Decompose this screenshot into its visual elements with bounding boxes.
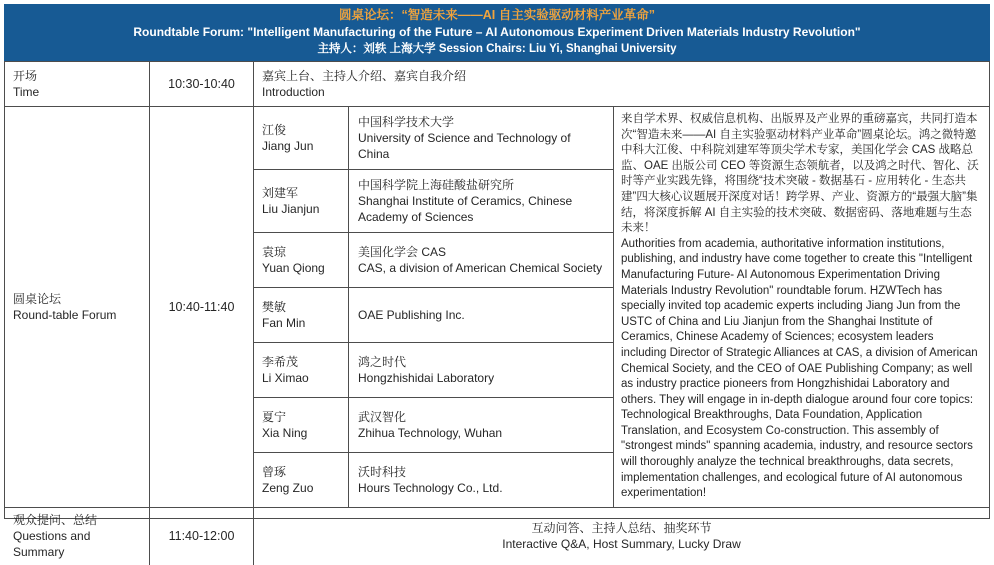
speaker-name-en: Liu Jianjun: [262, 202, 320, 216]
speaker-org-en: Shanghai Institute of Ceramics, Chinese Academy of Sciences: [358, 194, 573, 224]
speaker-name-cell: [254, 453, 348, 507]
header-banner: [4, 4, 990, 61]
qa-label-cn: 观众提问、总结: [13, 513, 98, 528]
speaker-org-en: CAS, a division of American Chemical Society: [358, 260, 603, 275]
speaker-name-cn: 夏宁: [262, 409, 287, 424]
opening-label-cn: 开场: [13, 69, 38, 83]
speaker-name-cn: 曾琢: [262, 464, 287, 479]
speaker-org-cn: 中国科学院上海硅酸盐研究所: [358, 178, 515, 192]
speaker-row: [254, 287, 613, 342]
speaker-row: [254, 397, 613, 452]
speaker-name-en: Xia Ning: [262, 425, 308, 440]
speaker-name-cell: [254, 398, 348, 452]
opening-time-cell: 10:30-10:40: [149, 62, 253, 106]
speaker-name-en: Zeng Zuo: [262, 480, 314, 495]
forum-description-en: Authorities from academia, authoritative information institutions, publishing, and industry have come together to create this "Intelligent Manufacturing Future- AI Autonomous Experimentation Driving Materials Industry Revolution" roundtable forum. HZWTech has specially invited top academic experts including Jiang Jun from the USTC of China and Liu Jianjun from the Shanghai Institute of Ceramics, Chinese Academy of Sciences; ecosystem leaders including Director of Strategic Alliances at CAS, a division of American Chemical Society, and the CEO of OAE Publishing Company; as well as industry practice pioneers from Hongzhishidai Laboratory and others. They will engage in in-depth dialogue around four core topics: Technological Breakthroughs, Data Foundation, Application Translation, and Ecosystem Co-construction. This assembly of "strongest minds" spanning academia, industry, and resource sectors will thoroughly analyze the technical breakthroughs, data secrets, implementation challenges, and ecological future of AI autonomous experimentation!: [621, 237, 978, 500]
qa-content-cn: 互动问答、主持人总结、抽奖环节: [531, 521, 712, 536]
speaker-row: [254, 452, 613, 507]
speaker-name-cell: [254, 107, 348, 169]
speaker-name-cell: [254, 170, 348, 232]
qa-label-en: Questions and Summary: [13, 529, 91, 560]
speaker-name-cn: 袁琼: [262, 244, 287, 259]
table-row-forum: [5, 106, 989, 507]
speaker-name-cell: [254, 233, 348, 287]
speaker-name-en: Yuan Qiong: [262, 260, 325, 275]
speaker-name-en: Fan Min: [262, 315, 306, 330]
speaker-name-cell: [254, 288, 348, 342]
speaker-org-en: Zhihua Technology, Wuhan: [358, 425, 503, 440]
speaker-name-cn: 樊敏: [262, 299, 287, 314]
speaker-org-cell: [348, 233, 613, 287]
forum-label-en: Round-table Forum: [13, 307, 117, 322]
opening-label-en: Time: [13, 85, 40, 99]
table-row-qa: [5, 507, 989, 565]
speaker-org-cell: [348, 453, 613, 507]
speaker-name-cell: [254, 343, 348, 397]
opening-content-cell: [253, 62, 989, 106]
speaker-org-cell: [348, 170, 613, 232]
forum-label-cell: [5, 107, 149, 507]
forum-title-cn: 圆桌论坛：“智造未来——AI 自主实验驱动材料产业革命”: [339, 8, 655, 22]
table-row-opening: [5, 61, 989, 106]
speaker-org-en: OAE Publishing Inc.: [358, 307, 465, 322]
speaker-name-en: Jiang Jun: [262, 139, 314, 153]
speaker-org-cell: [348, 398, 613, 452]
speaker-org-cell: [348, 107, 613, 169]
qa-content-en: Interactive Q&A, Host Summary, Lucky Draw: [502, 537, 741, 552]
speaker-org-cn: 中国科学技术大学: [358, 115, 455, 129]
speaker-org-cn: 沃时科技: [358, 464, 407, 479]
speaker-row: [254, 232, 613, 287]
schedule-table: [4, 61, 990, 560]
speaker-org-en: Hongzhishidai Laboratory: [358, 370, 495, 385]
forum-label-cn: 圆桌论坛: [13, 291, 62, 306]
speaker-org-en: Hours Technology Co., Ltd.: [358, 480, 503, 495]
speaker-org-cell: [348, 288, 613, 342]
speaker-name-cn: 刘建军: [262, 186, 299, 200]
forum-title-en: Roundtable Forum: "Intelligent Manufacturing of the Future – AI Autonomous Experiment Driven Materials Industry Revolution": [133, 25, 861, 39]
opening-label-cell: [5, 62, 149, 106]
speaker-org-cn: 美国化学会 CAS: [358, 244, 447, 259]
speaker-name-en: Li Ximao: [262, 370, 309, 385]
speaker-org-cell: [348, 343, 613, 397]
forum-time-cell: 10:40-11:40: [149, 107, 253, 507]
qa-label-cell: [5, 508, 149, 565]
opening-content-cn: 嘉宾上台、主持人介绍、嘉宾自我介绍: [262, 69, 467, 83]
session-chairs: 主持人：刘轶 上海大学 Session Chairs: Liu Yi, Shanghai University: [317, 43, 677, 55]
speaker-name-cn: 李希茂: [262, 354, 299, 369]
speaker-list: [253, 107, 613, 507]
speaker-org-cn: 鸿之时代: [358, 354, 407, 369]
speaker-org-en: University of Science and Technology of China: [358, 131, 571, 161]
speaker-row: [254, 342, 613, 397]
qa-time-cell: 11:40-12:00: [149, 508, 253, 565]
opening-content-en: Introduction: [262, 85, 325, 99]
forum-description-cell: [613, 107, 989, 507]
speaker-row: [254, 107, 613, 169]
speaker-row: [254, 169, 613, 232]
forum-description-cn: 来自学术界、权威信息机构、出版界及产业界的重磅嘉宾，共同打造本次“智造未来——AI 自主实验驱动材料产业革命”圆桌论坛。鸿之微特邀中科大江俊、中科院刘建军等顶尖学术专家，美国化学会 CAS 战略总监、OAE 出版公司 CEO 等资源生态领航者，以及鸿之时代、智化、沃时等产业实践先锋，将围绕“技术突破 - 数据基石 - 应用转化 - 生态共建”四大核心议题展开深度对话！跨学界、产业、资源方的“最强大脑”集结，将深度拆解 AI 自主实验的技术突破、数据密码、落地难题与生态未来！: [621, 113, 979, 235]
qa-content-cell: [253, 508, 989, 565]
speaker-org-cn: 武汉智化: [358, 409, 407, 424]
speaker-name-cn: 江俊: [262, 123, 287, 137]
